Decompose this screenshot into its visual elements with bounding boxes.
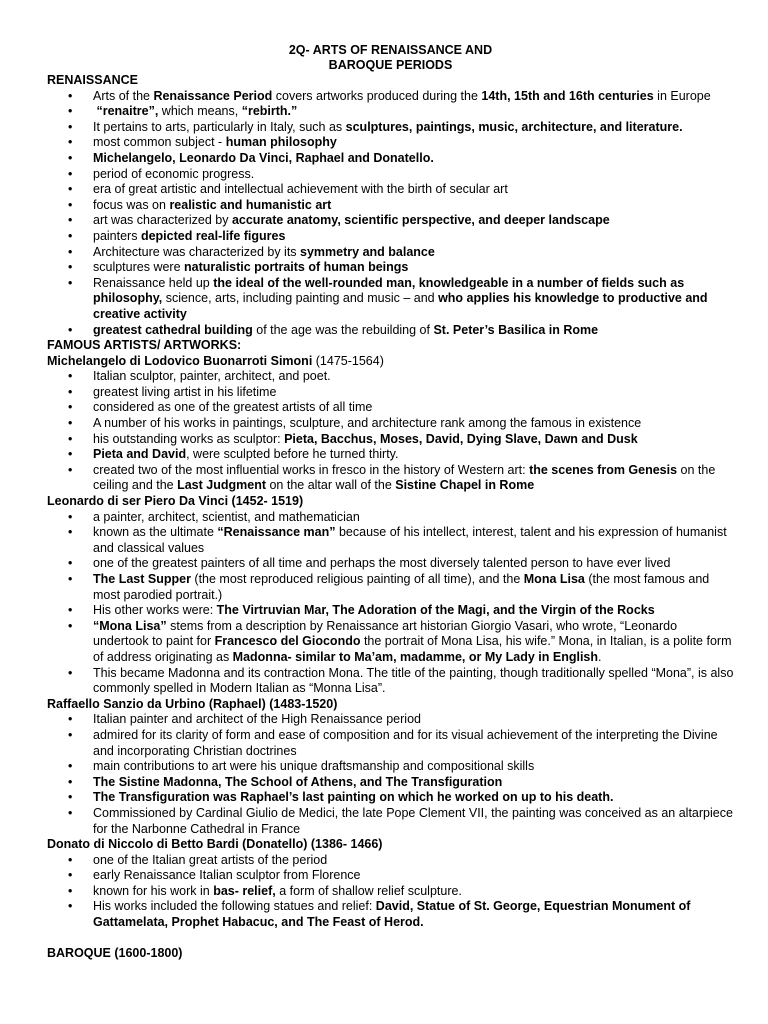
list-item: • “Mona Lisa” stems from a description by Renaissance art historian Giorgio Vasari, who wrote, “Leonardo undertook to paint for Francesco del Giocondo the portrait of Mona Lisa, his wife.” Mona, in Italian, is a polite form of address originating as Madonna- similar to Ma’am, madamme, or My Lady in English. [93,619,734,666]
list-item: • known for his work in bas- relief, a form of shallow relief sculpture. [93,884,734,900]
artist-heading-raphael: Raffaello Sanzio da Urbino (Raphael) (1483-1520) [47,696,338,711]
list-item: • Italian sculptor, painter, architect, and poet. [93,369,734,385]
list-item: • His works included the following statues and relief: David, Statue of St. George, Equestrian Monument of Gattamelata, Prophet Habacuc, and The Feast of Herod. [93,899,734,930]
list-item: • known as the ultimate “Renaissance man” because of his intellect, interest, talent and his expression of humanist and classical values [93,525,734,556]
list-item: • Michelangelo, Leonardo Da Vinci, Raphael and Donatello. [93,151,734,167]
donatello-list [47,853,734,931]
document-title [47,43,734,73]
list-item: • greatest living artist in his lifetime [93,385,734,401]
list-item: • His other works were: The Virtruvian Mar, The Adoration of the Magi, and the Virgin of the Rocks [93,603,734,619]
list-item: • A number of his works in paintings, sculpture, and architecture rank among the famous in existence [93,416,734,432]
list-item: • created two of the most influential works in fresco in the history of Western art: the scenes from Genesis on the ceiling and the Last Judgment on the altar wall of the Sistine Chapel in Rome [93,463,734,494]
list-item: • “renaitre”, which means, “rebirth.” [93,104,734,120]
list-item: • Italian painter and architect of the High Renaissance period [93,712,734,728]
list-item: • one of the Italian great artists of the period [93,853,734,869]
list-item: • The Last Supper (the most reproduced religious painting of all time), and the Mona Lisa (the most famous and most parodied portrait.) [93,572,734,603]
list-item: • The Sistine Madonna, The School of Athens, and The Transfiguration [93,775,734,791]
list-item: • sculptures were naturalistic portraits of human beings [93,260,734,276]
list-item: • painters depicted real-life figures [93,229,734,245]
list-item: • era of great artistic and intellectual achievement with the birth of secular art [93,182,734,198]
list-item: • greatest cathedral building of the age was the rebuilding of St. Peter’s Basilica in Rome [93,323,734,339]
list-item: • It pertains to arts, particularly in Italy, such as sculptures, paintings, music, architecture, and literature. [93,120,734,136]
section-heading-baroque: BAROQUE (1600-1800) [47,946,183,961]
list-item: • most common subject - human philosophy [93,135,734,151]
title-line-2: BAROQUE PERIODS [328,58,453,72]
list-item: • his outstanding works as sculptor: Pieta, Bacchus, Moses, David, Dying Slave, Dawn and Dusk [93,432,734,448]
michelangelo-list [47,369,734,494]
list-item: • Architecture was characterized by its symmetry and balance [93,245,734,261]
list-item: • one of the greatest painters of all time and perhaps the most diversely talented person to have ever lived [93,556,734,572]
list-item: • art was characterized by accurate anatomy, scientific perspective, and deeper landscape [93,213,734,229]
list-item: • The Transfiguration was Raphael’s last painting on which he worked on up to his death. [93,790,734,806]
artist-heading-leonardo: Leonardo di ser Piero Da Vinci (1452- 1519) [47,494,304,509]
list-item: • Renaissance held up the ideal of the well-rounded man, knowledgeable in a number of fields such as philosophy, science, arts, including painting and music – and who applies his knowledge to productive and creative activity [93,276,734,323]
list-item: • Pieta and David, were sculpted before he turned thirty. [93,447,734,463]
artist-heading-michelangelo: Michelangelo di Lodovico Buonarroti Simoni (1475-1564) [47,353,384,368]
renaissance-list [47,89,734,339]
raphael-list [47,712,734,837]
section-heading-renaissance: RENAISSANCE [47,73,138,87]
title-line-1: 2Q- ARTS OF RENAISSANCE AND [288,43,493,57]
leonardo-list [47,510,734,697]
list-item: • main contributions to art were his unique draftsmanship and compositional skills [93,759,734,775]
section-heading-famous-artists: FAMOUS ARTISTS/ ARTWORKS: [47,338,242,353]
list-item: • Commissioned by Cardinal Giulio de Medici, the late Pope Clement VII, the painting was conceived as an altarpiece for the Narbonne Cathedral in France [93,806,734,837]
list-item: • period of economic progress. [93,167,734,183]
list-item: • focus was on realistic and humanistic art [93,198,734,214]
list-item: • a painter, architect, scientist, and mathematician [93,510,734,526]
blank-line [47,931,734,947]
list-item: • Arts of the Renaissance Period covers artworks produced during the 14th, 15th and 16th centuries in Europe [93,89,734,105]
list-item: • This became Madonna and its contraction Mona. The title of the painting, though traditionally spelled “Mona”, is also commonly spelled in Modern Italian as “Monna Lisa”. [93,666,734,697]
list-item: • considered as one of the greatest artists of all time [93,400,734,416]
list-item: • early Renaissance Italian sculptor from Florence [93,868,734,884]
artist-heading-donatello: Donato di Niccolo di Betto Bardi (Donatello) (1386- 1466) [47,837,383,852]
list-item: • admired for its clarity of form and ease of composition and for its visual achievement of the interpreting the Divine and incorporating Christian doctrines [93,728,734,759]
